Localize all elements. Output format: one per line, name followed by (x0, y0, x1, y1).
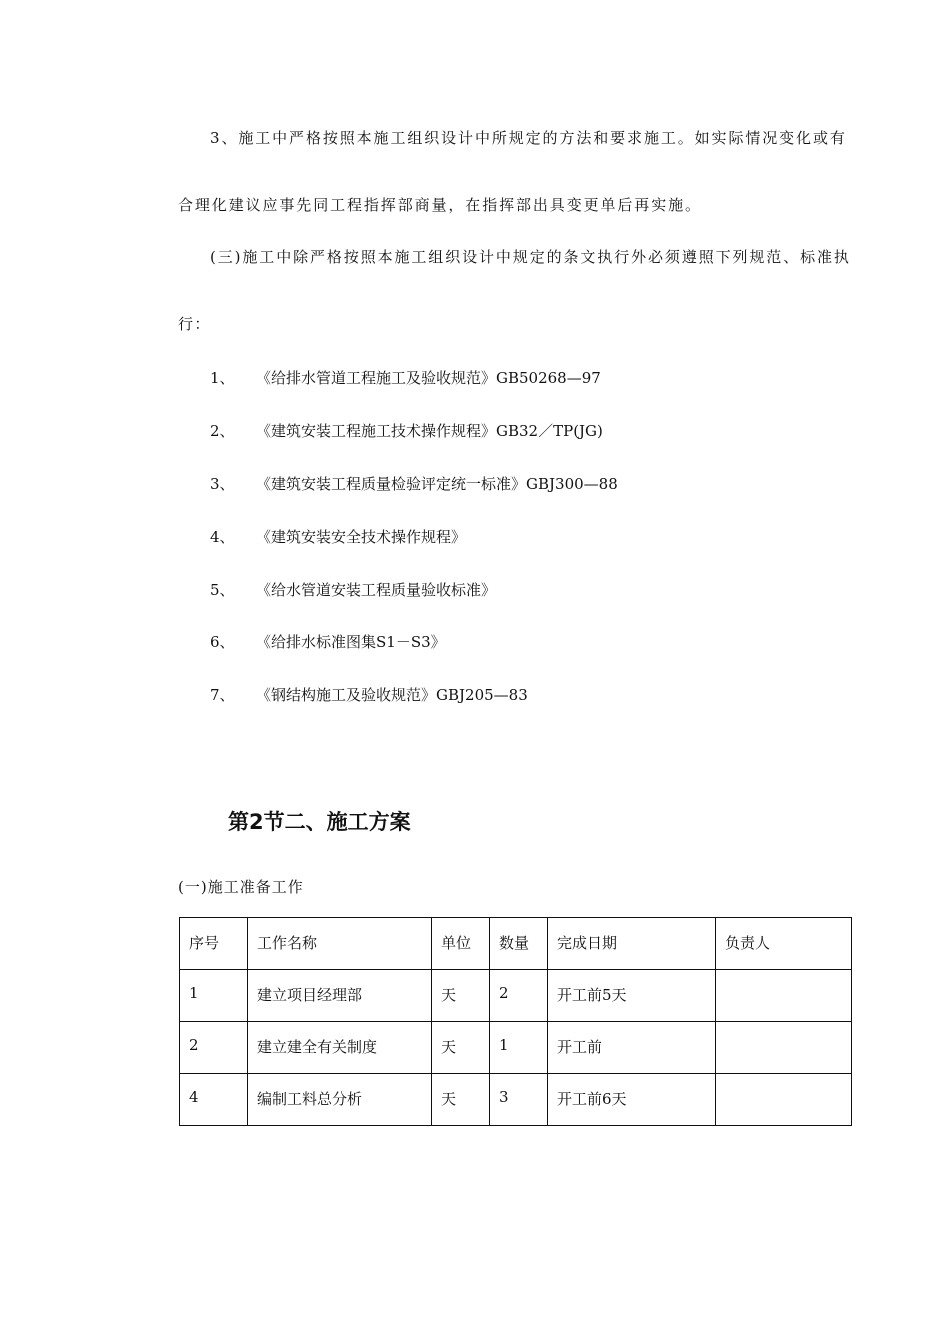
standard-item-number: 5、 (210, 581, 235, 599)
standard-item (210, 421, 603, 441)
table-cell: 开工前 (548, 1022, 716, 1074)
table-cell: 3 (490, 1074, 548, 1126)
standard-item-number: 4、 (210, 528, 235, 546)
standard-item-number: 7、 (210, 686, 235, 704)
standard-item (210, 527, 466, 547)
standard-item-number: 1、 (210, 369, 235, 387)
standard-item-text: 《给水管道安装工程质量验收标准》 (256, 581, 497, 599)
paragraph-item3-line1: 3、施工中严格按照本施工组织设计中所规定的方法和要求施工。如实际情况变化或有 (210, 129, 847, 147)
standard-item (210, 580, 496, 600)
prep-work-heading: (一)施工准备工作 (178, 878, 304, 896)
header-cell-index: 序号 (180, 918, 248, 970)
table-cell: 开工前6天 (548, 1074, 716, 1126)
table-cell: 2 (180, 1022, 248, 1074)
table-cell: 1 (180, 970, 248, 1022)
standard-item (210, 368, 601, 388)
section-heading: 第2节二、施工方案 (228, 810, 411, 834)
table-cell (716, 970, 852, 1022)
prep-work-table (179, 917, 852, 1126)
table-cell: 1 (490, 1022, 548, 1074)
header-cell-completion-date: 完成日期 (548, 918, 716, 970)
header-cell-task-name: 工作名称 (248, 918, 432, 970)
table-cell: 编制工料总分析 (248, 1074, 432, 1126)
table-row (180, 1022, 852, 1074)
standard-item-text: 《建筑安装工程施工技术操作规程》GB32／TP(JG) (256, 422, 603, 440)
table-cell (716, 1074, 852, 1126)
standard-item-text: 《给排水标准图集S1－S3》 (256, 633, 446, 651)
standard-item (210, 685, 528, 705)
paragraph-section3-line1: (三)施工中除严格按照本施工组织设计中规定的条文执行外必须遵照下列规范、标准执 (210, 248, 851, 266)
standard-item-number: 6、 (210, 633, 235, 651)
header-cell-unit: 单位 (432, 918, 490, 970)
table-row (180, 1074, 852, 1126)
standard-item-number: 3、 (210, 475, 235, 493)
table-cell: 天 (432, 1022, 490, 1074)
header-cell-quantity: 数量 (490, 918, 548, 970)
standard-item-text: 《给排水管道工程施工及验收规范》GB50268—97 (256, 369, 601, 387)
table-header-row (180, 918, 852, 970)
table-cell: 2 (490, 970, 548, 1022)
table-cell: 建立项目经理部 (248, 970, 432, 1022)
table-cell: 4 (180, 1074, 248, 1126)
table-cell: 建立建全有关制度 (248, 1022, 432, 1074)
table-row (180, 970, 852, 1022)
standard-item-text: 《钢结构施工及验收规范》GBJ205—83 (256, 686, 528, 704)
table-cell: 开工前5天 (548, 970, 716, 1022)
paragraph-item3-line2: 合理化建议应事先同工程指挥部商量，在指挥部出具变更单后再实施。 (178, 196, 702, 214)
standard-item-number: 2、 (210, 422, 235, 440)
standard-item-text: 《建筑安装工程质量检验评定统一标准》GBJ300—88 (256, 475, 618, 493)
header-cell-responsible: 负责人 (716, 918, 852, 970)
standard-item (210, 474, 618, 494)
table-cell (716, 1022, 852, 1074)
standard-item (210, 632, 446, 652)
paragraph-section3-line2: 行： (178, 315, 211, 333)
standard-item-text: 《建筑安装安全技术操作规程》 (256, 528, 467, 546)
table-cell: 天 (432, 970, 490, 1022)
table-cell: 天 (432, 1074, 490, 1126)
